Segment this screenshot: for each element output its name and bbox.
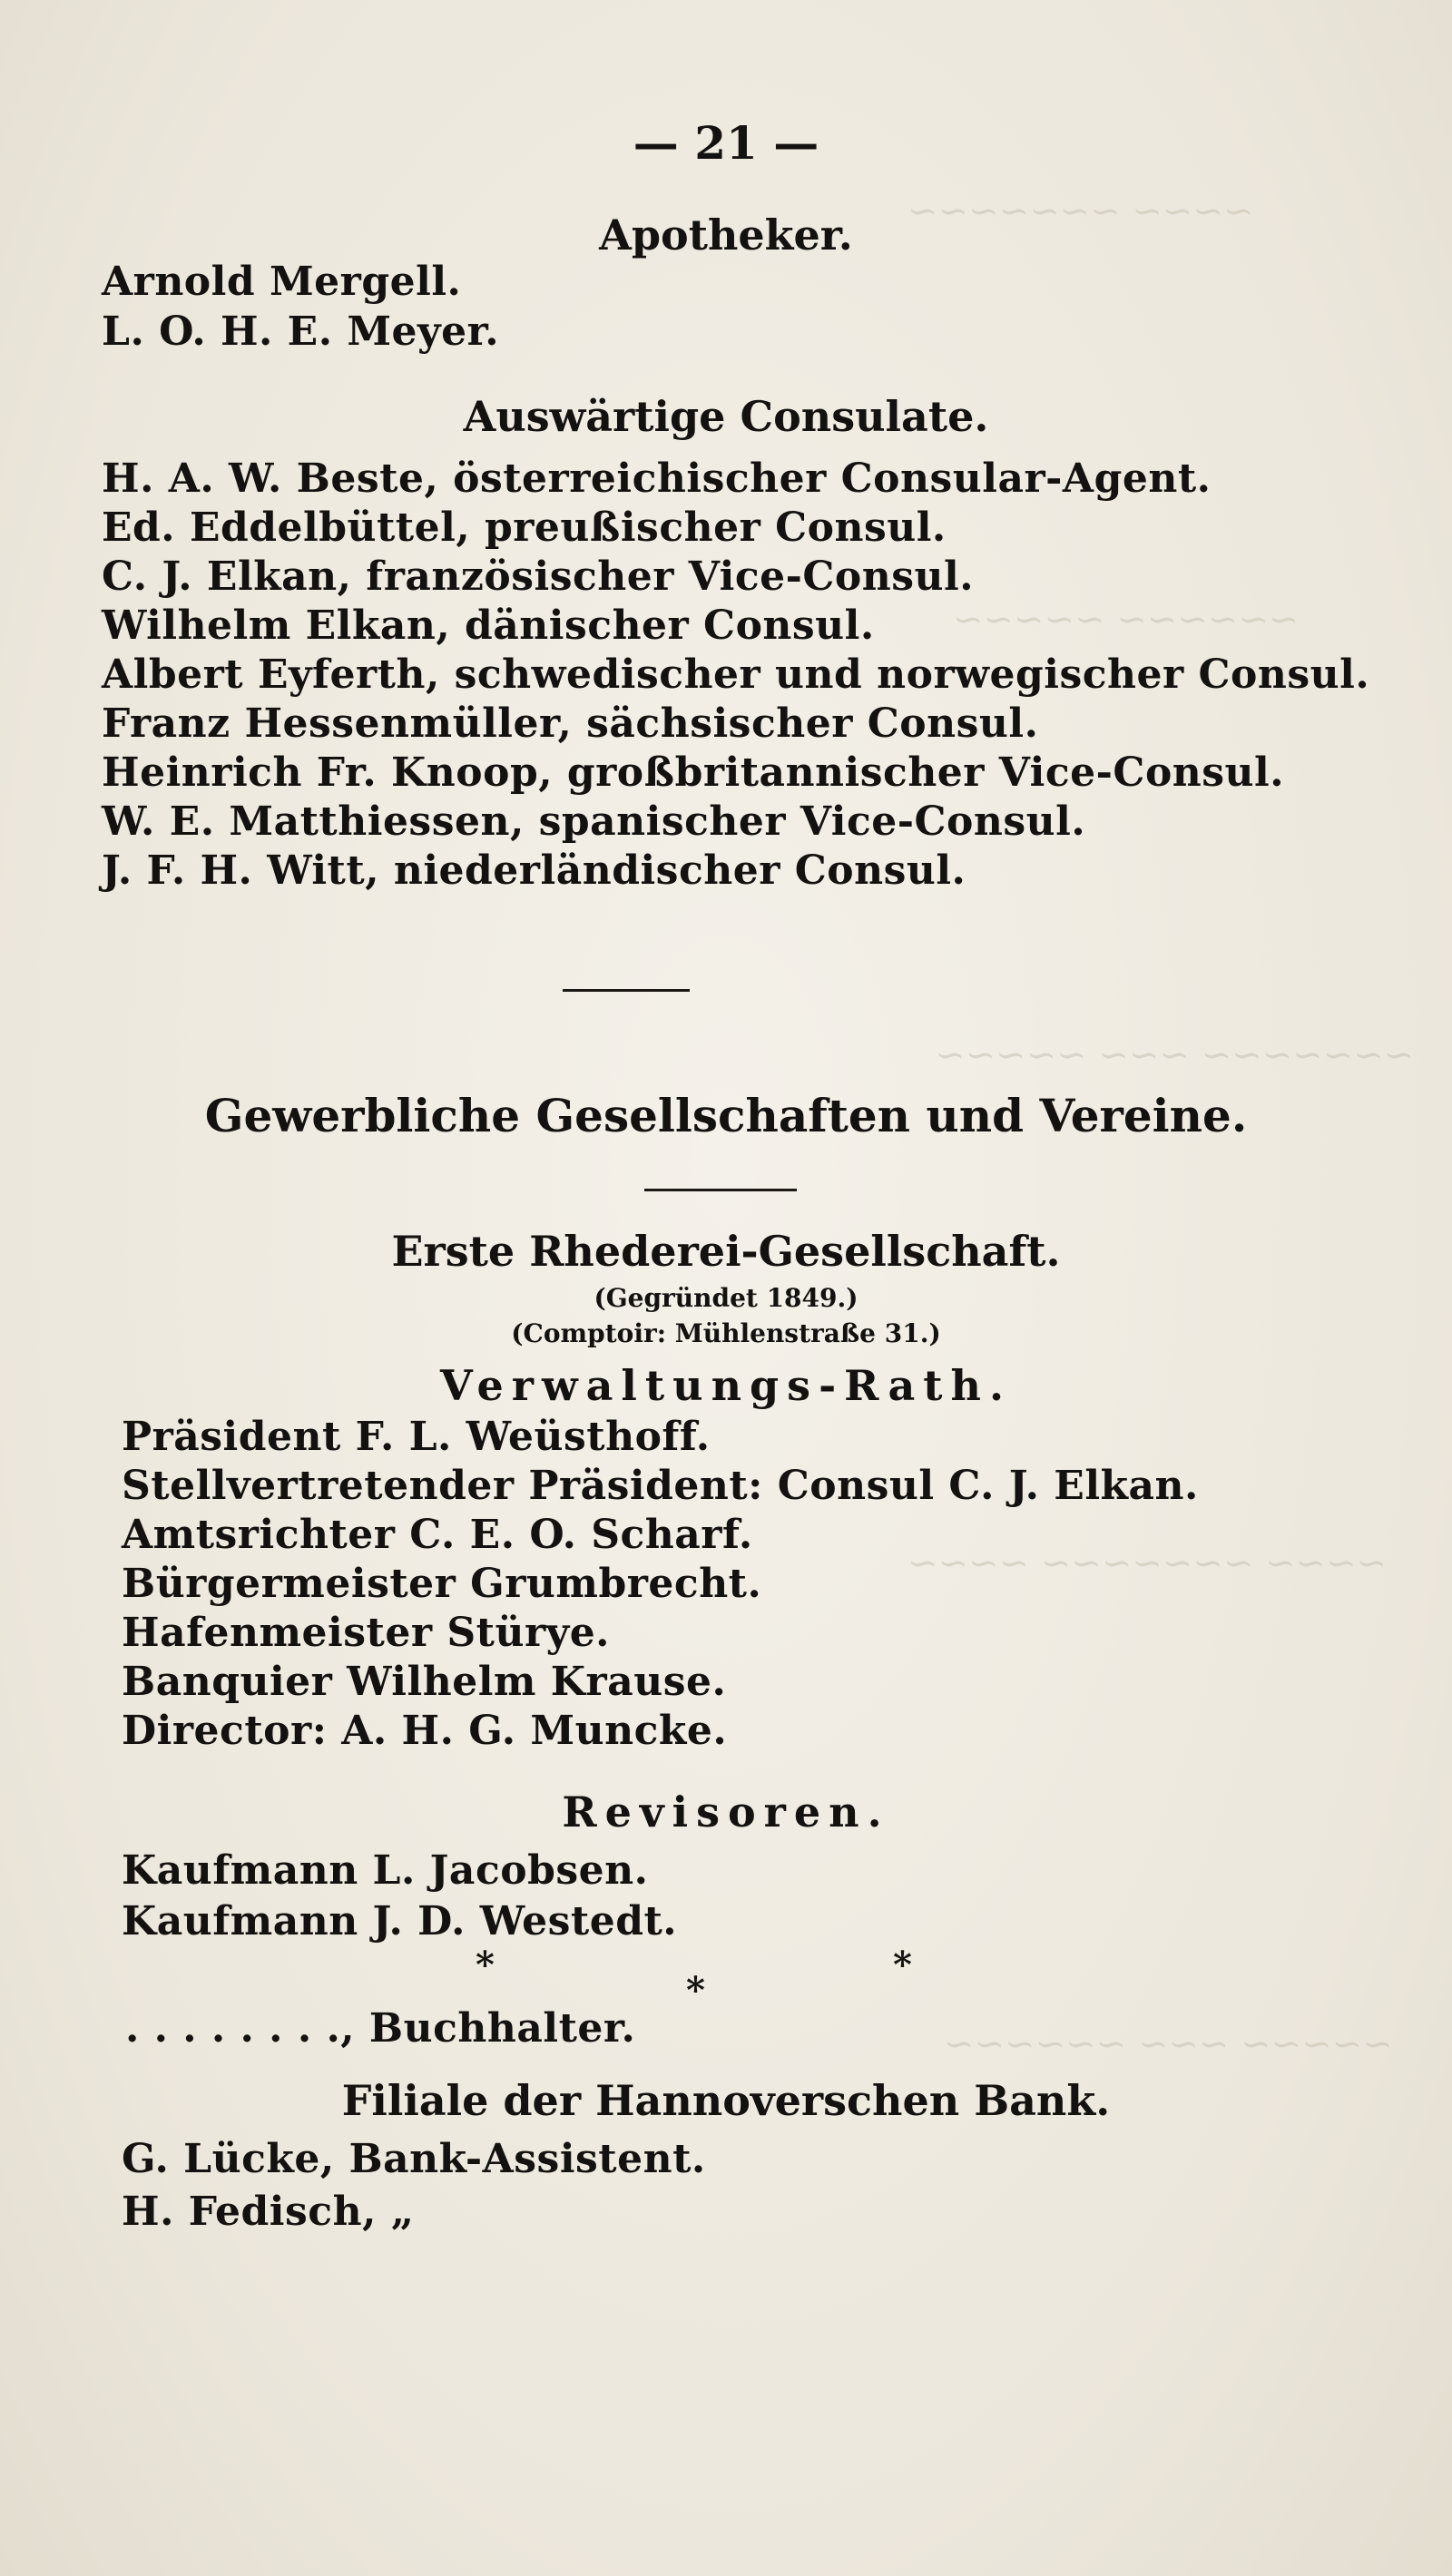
consulate-entry: Ed. Eddelbüttel, preußischer Consul. bbox=[102, 504, 947, 551]
apotheker-entry: Arnold Mergell. bbox=[102, 259, 462, 305]
verwaltung-entry: Stellvertretender Präsident: Consul C. J. Elkan. bbox=[122, 1463, 1199, 1509]
asterisk: * bbox=[476, 1944, 495, 1986]
verwaltung-entry: Hafenmeister Stürye. bbox=[122, 1610, 610, 1656]
filiale-entry: G. Lücke, Bank-Assistent. bbox=[122, 2136, 706, 2182]
page-number: — 21 — bbox=[633, 116, 819, 170]
verwaltung-entry: Präsident F. L. Weüsthoff. bbox=[122, 1414, 711, 1460]
revisoren-entry: Kaufmann L. Jacobsen. bbox=[122, 1847, 649, 1894]
verwaltung-entry: Banquier Wilhelm Krause. bbox=[122, 1659, 727, 1705]
filiale-heading: Filiale der Hannoverschen Bank. bbox=[341, 2076, 1111, 2125]
bleed-through-texture: ~~~~~~~ ~~~ ~~~~~ bbox=[935, 1034, 1415, 1076]
verwaltung-entry: Bürgermeister Grumbrecht. bbox=[122, 1561, 762, 1607]
consulate-entry: W. E. Matthiessen, spanischer Vice-Consul. bbox=[102, 798, 1086, 845]
section-divider bbox=[644, 1189, 797, 1191]
verwaltung-entry: Amtsrichter C. E. O. Scharf. bbox=[122, 1512, 753, 1558]
verwaltung-heading: Verwaltungs-Rath. bbox=[440, 1361, 1012, 1410]
consulate-heading: Auswärtige Consulate. bbox=[463, 392, 989, 441]
comptoir-note: (Comptoir: Mühlenstraße 31.) bbox=[511, 1318, 941, 1348]
bleed-through-texture: ~~~~~~ ~~~~~ bbox=[953, 599, 1300, 641]
bleed-through-texture: ~~~~~ ~~~ ~~~~~~ bbox=[944, 2023, 1393, 2065]
consulate-entry: Franz Hessenmüller, sächsischer Consul. bbox=[102, 700, 1039, 747]
consulate-entry: Wilhelm Elkan, dänischer Consul. bbox=[102, 602, 875, 649]
consulate-entry: C. J. Elkan, französischer Vice-Consul. bbox=[102, 553, 975, 600]
filiale-entry: H. Fedisch, „ bbox=[122, 2189, 415, 2235]
rhederei-heading: Erste Rhederei-Gesellschaft. bbox=[391, 1227, 1061, 1276]
revisoren-heading: Revisoren. bbox=[562, 1788, 890, 1837]
buchhalter-line: . . . . . . . ., Buchhalter. bbox=[125, 2005, 636, 2052]
consulate-entry: J. F. H. Witt, niederländischer Consul. bbox=[102, 847, 966, 894]
consulate-entry: H. A. W. Beste, österreichischer Consular-Agent. bbox=[102, 455, 1212, 502]
apotheker-heading: Apotheker. bbox=[599, 211, 853, 260]
verwaltung-entry: Director: A. H. G. Muncke. bbox=[122, 1708, 728, 1754]
bleed-through-texture: ~~~~ ~~~~~~~ ~~~~ bbox=[908, 1543, 1388, 1584]
consulate-entry: Heinrich Fr. Knoop, großbritannischer Vice-Consul. bbox=[102, 749, 1285, 796]
consulate-entry: Albert Eyferth, schwedischer und norwegischer Consul. bbox=[102, 651, 1370, 698]
gewerbe-heading: Gewerbliche Gesellschaften und Vereine. bbox=[204, 1089, 1248, 1142]
asterisk: * bbox=[893, 1944, 912, 1986]
founded-note: (Gegründet 1849.) bbox=[594, 1283, 858, 1313]
apotheker-entry: L. O. H. E. Meyer. bbox=[102, 309, 500, 355]
asterisk: * bbox=[686, 1969, 705, 2012]
section-divider bbox=[563, 989, 690, 992]
bleed-through-texture: ~~~~ ~~~~~~~ bbox=[908, 191, 1254, 232]
revisoren-entry: Kaufmann J. D. Westedt. bbox=[122, 1898, 678, 1944]
